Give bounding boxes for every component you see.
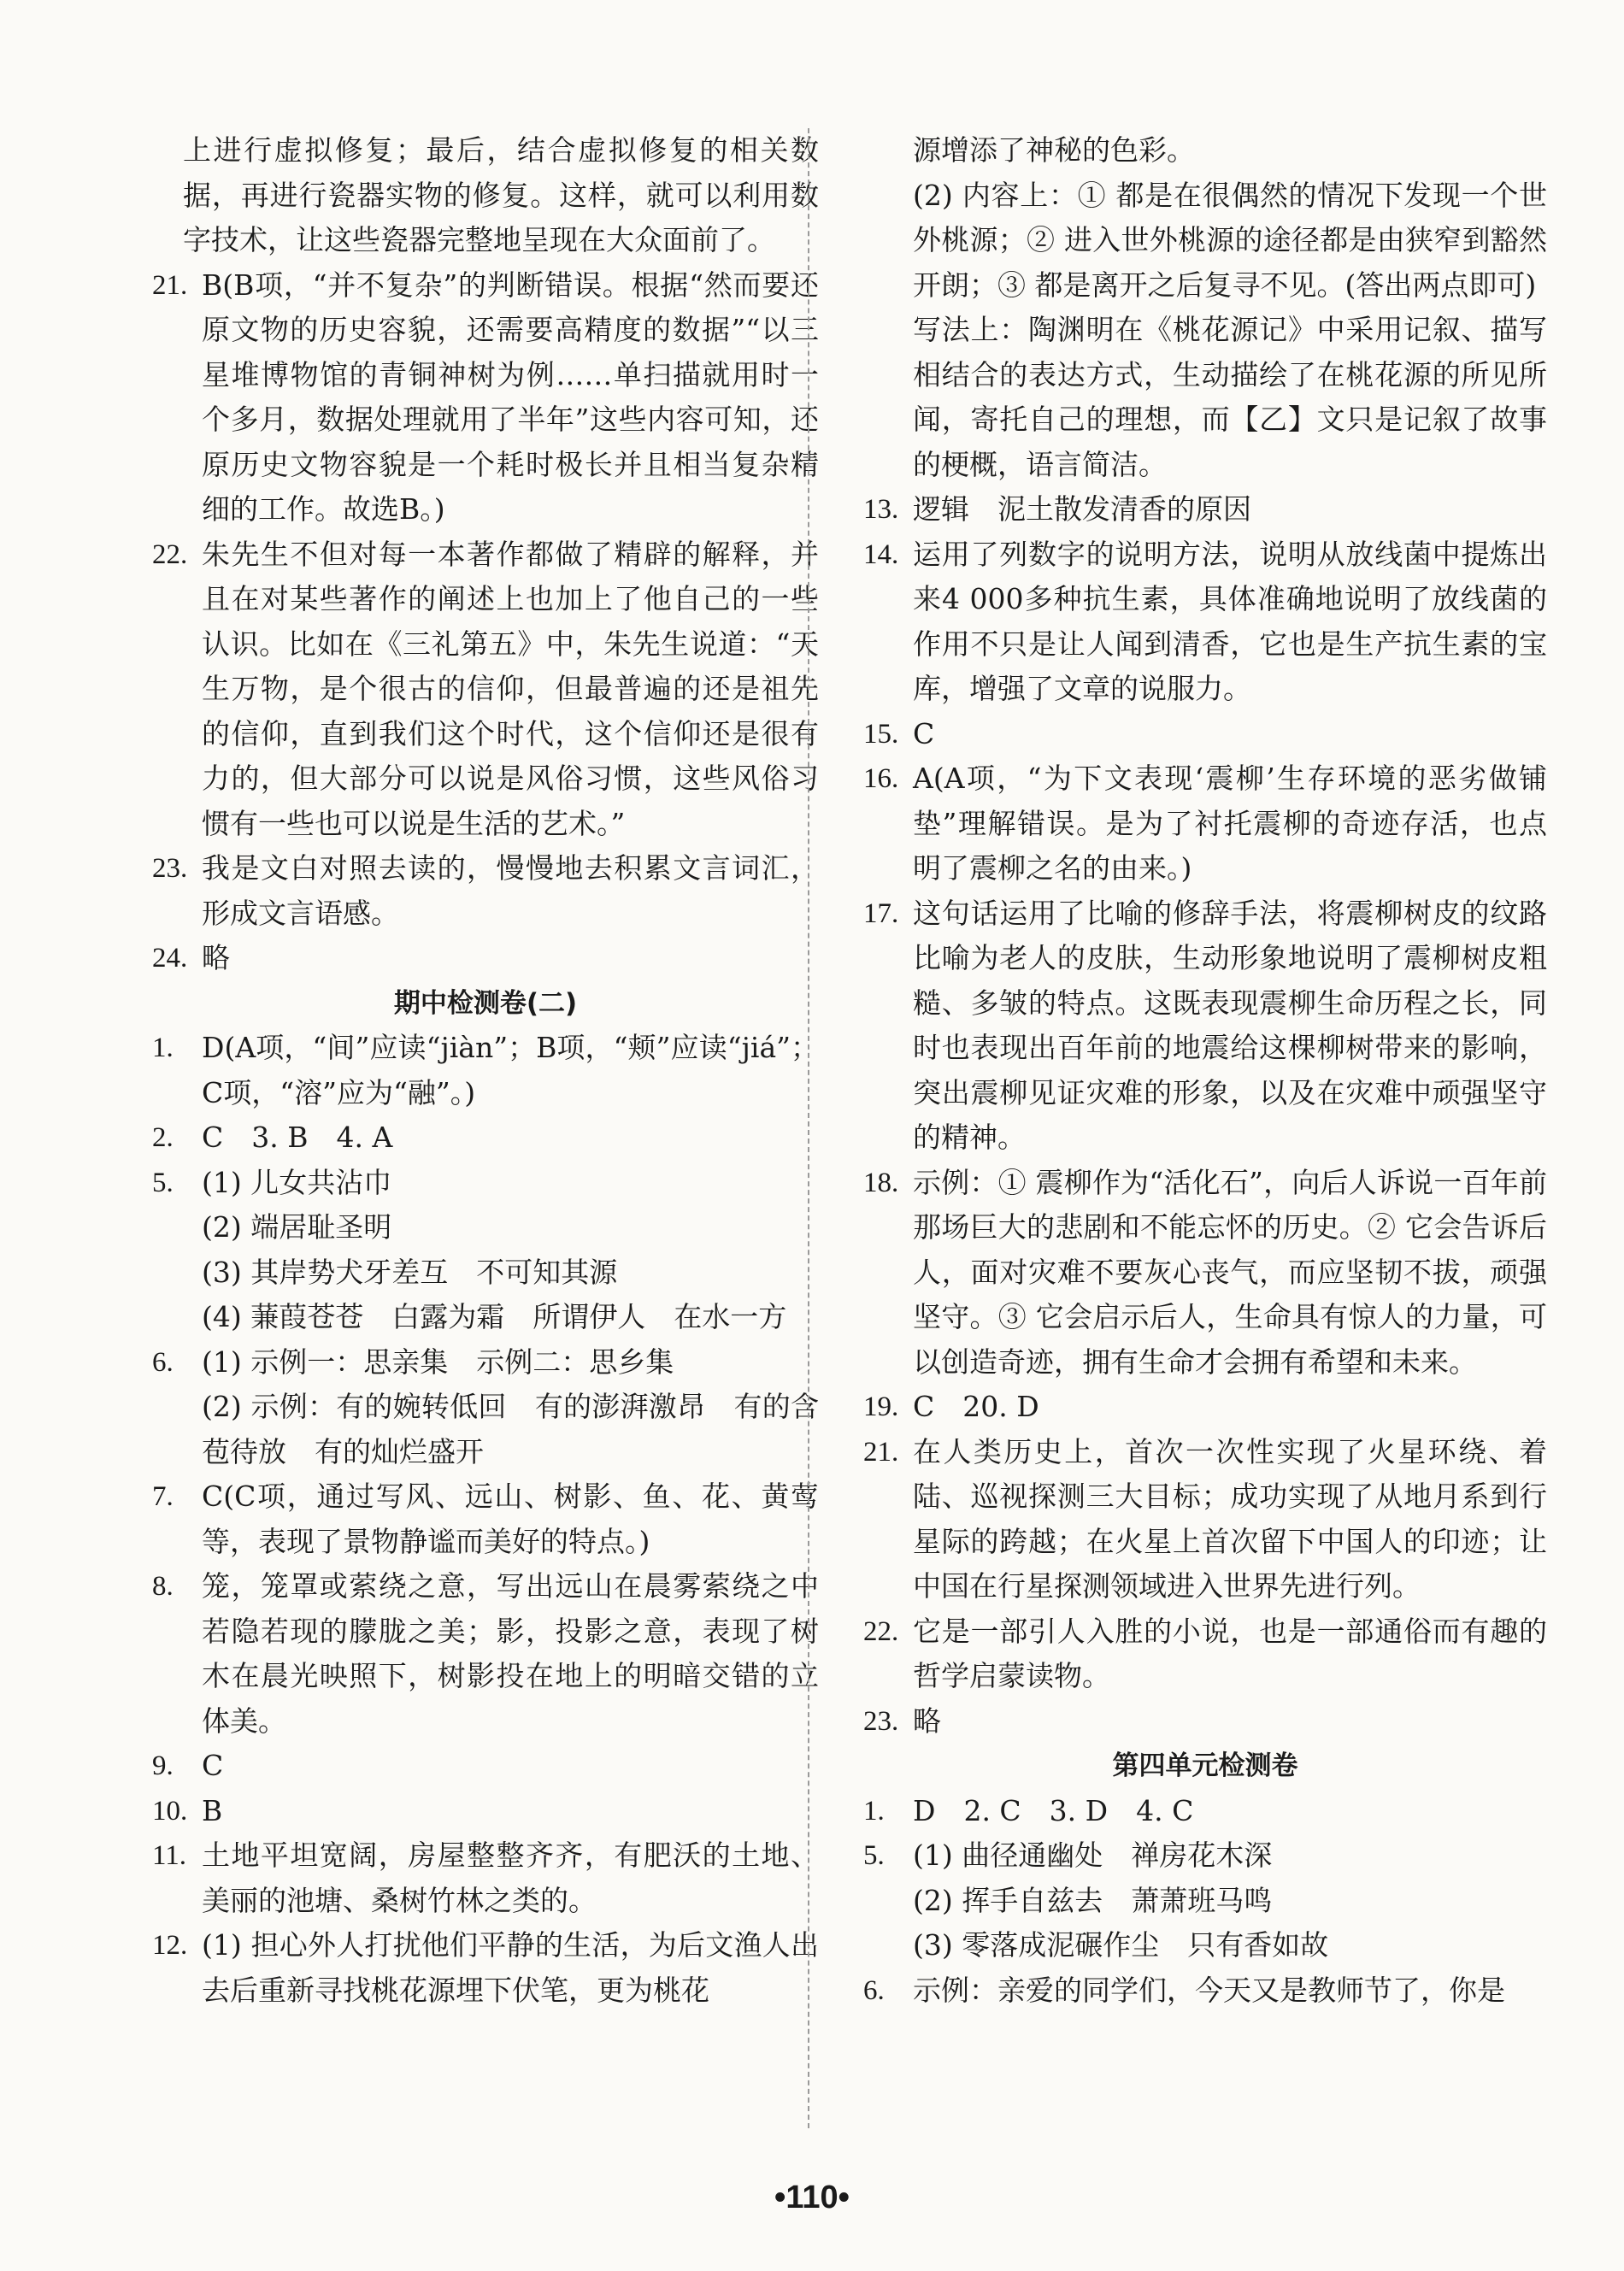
- answer-item: 22. 它是一部引人入胜的小说，也是一部通俗而有趣的哲学启蒙读物。: [863, 1614, 1547, 1692]
- answer-subitem: (3) 其岸势犬牙差互 不可知其源: [202, 1255, 618, 1289]
- right-column: [863, 128, 1547, 2013]
- continued-paragraph: (2) 内容上：① 都是在很偶然的情况下发现一个世外桃源；② 进入世外桃源的途径都是由狭窄到豁然开朗；③ 都是离开之后复寻不见。(答出两点即可): [913, 178, 1547, 302]
- answer-subitem: (2) 示例：有的婉转低回 有的澎湃激昂 有的含苞待放 有的灿烂盛开: [202, 1390, 819, 1468]
- answer-item: 16. A(A项，“为下文表现‘震柳’生存环境的恶劣做铺垫”理解错误。是为了衬托震柳的奇迹存活，也点明了震柳之名的由来。): [863, 762, 1547, 885]
- answer-item: 22. 朱先生不但对每一本著作都做了精辟的解释，并且在对某些著作的阐述上也加上了他自己的一些认识。比如在《三礼第五》中，朱先生说道：“天生万物，是个很古的信仰，但最普遍的还是祖先的信仰，直到我们这个时代，这个信仰还是很有力的，但大部分可以说是风俗习惯，这些风俗习惯有一些也可以说是生活的艺术。”: [152, 537, 819, 840]
- answer-item: 6. 示例：亲爱的同学们，今天又是教师节了，你是: [863, 1973, 1505, 2007]
- answer-item: 1. D(A项，“间”应读“jiàn”；B项，“颊”应读“jiá”；C项，“溶”应为“融”。): [152, 1031, 819, 1109]
- answer-item: 23. 我是文白对照去读的，慢慢地去积累文言词汇，形成文言语感。: [152, 851, 819, 930]
- answer-item: 12. (1) 担心外人打扰他们平静的生活，为后文渔人出去后重新寻找桃花源埋下伏笔，更为桃花: [152, 1928, 819, 2007]
- answer-item: 13. 逻辑 泥土散发清香的原因: [863, 492, 1251, 526]
- answer-item: 14. 运用了列数字的说明方法，说明从放线菌中提炼出来4 000多种抗生素，具体准确地说明了放线菌的作用不只是让人闻到清香，它也是生产抗生素的宝库，增强了文章的说服力。: [863, 537, 1547, 705]
- left-column: [152, 128, 819, 2013]
- answer-item: 19. C 20. D: [863, 1390, 1039, 1423]
- answer-item: 17. 这句话运用了比喻的修辞手法，将震柳树皮的纹路比喻为老人的皮肤，生动形象地说明了震柳树皮粗糙、多皱的特点。这既表现震柳生命历程之长，同时也表现出百年前的地震给这棵柳树带来的影响，突出震柳见证灾难的形象，以及在灾难中顽强坚守的精神。: [863, 896, 1547, 1154]
- answer-subitem: (3) 零落成泥碾作尘 只有香如故: [913, 1928, 1329, 1962]
- answer-item: 8. 笼，笼罩或萦绕之意，写出远山在晨雾萦绕之中若隐若现的朦胧之美；影，投影之意，表现了树木在晨光映照下，树影投在地上的明暗交错的立体美。: [152, 1569, 819, 1738]
- answer-item: 23. 略: [863, 1703, 941, 1738]
- answer-item: 5. (1) 曲径通幽处 禅房花木深: [863, 1839, 1273, 1872]
- answer-item: 15. C: [863, 716, 935, 750]
- answer-item: 21. B(B项，“并不复杂”的判断错误。根据“然而要还原文物的历史容貌，还需要高精度的数据”“以三星堆博物馆的青铜神树为例……单扫描就用时一个多月，数据处理就用了半年”这些内容可知，还原历史文物容貌是一个耗时极长并且相当复杂精细的工作。故选B。): [152, 268, 819, 526]
- answer-item: 21. 在人类历史上，首次一次性实现了火星环绕、着陆、巡视探测三大目标；成功实现了从地月系到行星际的跨越；在火星上首次留下中国人的印迹；让中国在行星探测领域进入世界先进行列。: [863, 1434, 1547, 1603]
- section-heading-unit-4: 第四单元检测卷: [1112, 1750, 1298, 1781]
- answer-item: 18. 示例：① 震柳作为“活化石”，向后人诉说一百年前那场巨大的悲剧和不能忘怀的历史。② 它会告诉后人，面对灾难不要灰心丧气，而应坚韧不拔，顽强坚守。③ 它会启示后人，生命具有惊人的力量，可以创造奇迹，拥有生命才会拥有希望和未来。: [863, 1165, 1547, 1379]
- answer-item: 5. (1) 儿女共沾巾: [152, 1165, 392, 1199]
- answer-subitem: (2) 挥手自兹去 萧萧班马鸣: [913, 1883, 1273, 1917]
- answer-item: 24. 略: [152, 941, 230, 974]
- continued-paragraph: 上进行虚拟修复；最后，结合虚拟修复的相关数据，再进行瓷器实物的修复。这样，就可以利用数字技术，让这些瓷器完整地呈现在大众面前了。: [183, 133, 819, 256]
- answer-item: 2. C 3. B 4. A: [152, 1121, 393, 1154]
- answer-item: 10. B: [152, 1793, 223, 1827]
- answer-subitem: (4) 蒹葭苍苍 白露为霜 所谓伊人 在水一方: [202, 1300, 787, 1333]
- section-heading-midterm-2: 期中检测卷(二): [393, 987, 578, 1019]
- continued-paragraph: 写法上：陶渊明在《桃花源记》中采用记叙、描写相结合的表达方式，生动描绘了在桃花源的所见所闻，寄托自己的理想，而【乙】文只是记叙了故事的梗概，语言简洁。: [913, 313, 1547, 481]
- answer-subitem: (2) 端居耻圣明: [202, 1210, 392, 1244]
- answer-item: 7. C(C项，通过写风、远山、树影、鱼、花、黄莺等，表现了景物静谧而美好的特点。): [152, 1480, 819, 1558]
- column-divider: [808, 128, 809, 2128]
- continued-paragraph: 源增添了神秘的色彩。: [913, 133, 1195, 167]
- answer-item: 11. 土地平坦宽阔，房屋整整齐齐，有肥沃的土地、美丽的池塘、桑树竹林之类的。: [152, 1839, 819, 1917]
- answer-item: 6. (1) 示例一：思亲集 示例二：思乡集: [152, 1344, 674, 1379]
- answer-item: 1. D 2. C 3. D 4. C: [863, 1793, 1194, 1827]
- page-number: •110•: [774, 2180, 850, 2215]
- answer-item: 9. C: [152, 1749, 224, 1782]
